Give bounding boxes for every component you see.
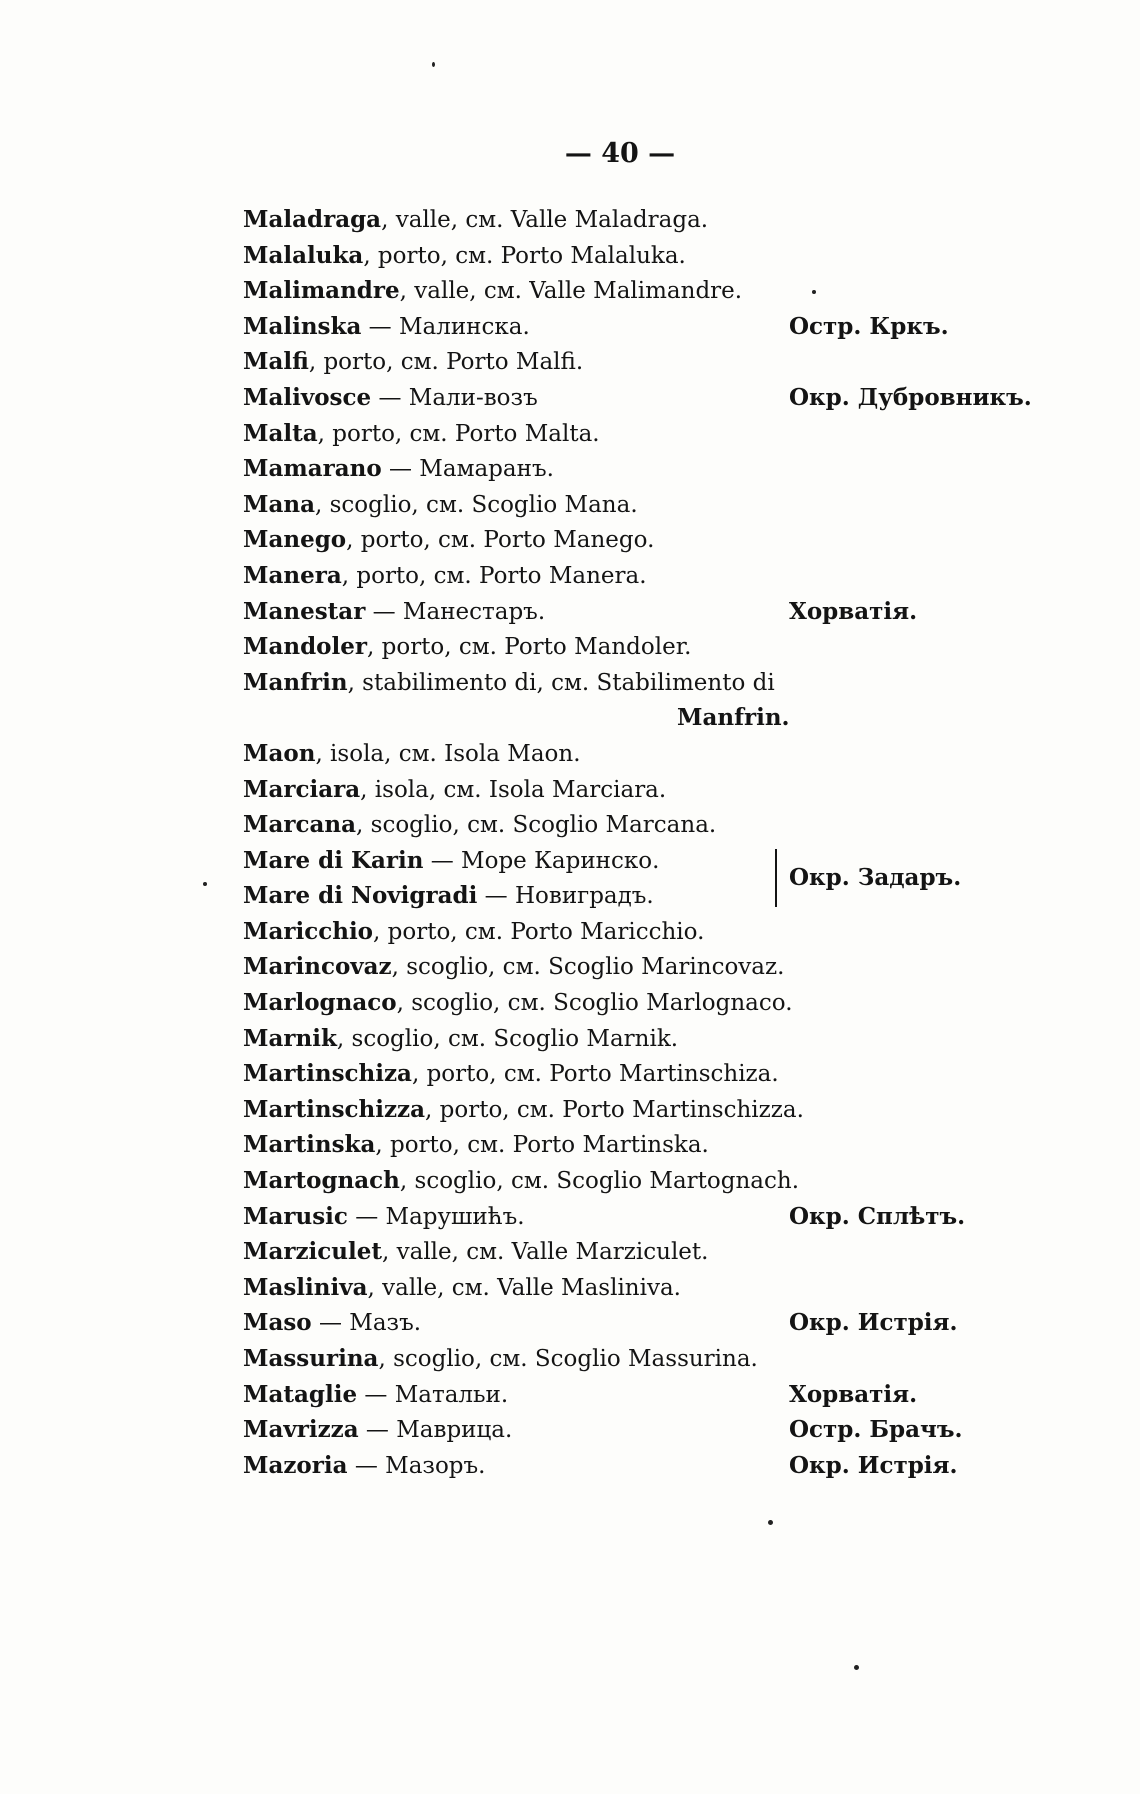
entry-headword: Malta xyxy=(243,419,318,447)
entry-row xyxy=(243,1341,1123,1377)
entry-text: , valle, см. Valle Masliniva. xyxy=(367,1274,681,1301)
entry-row xyxy=(243,238,1123,274)
entry-row xyxy=(243,1234,1123,1270)
entry-text: — Малинска. xyxy=(361,313,530,340)
print-speck xyxy=(812,290,816,294)
entry-row xyxy=(243,416,1123,452)
entry-headword: Malaluka xyxy=(243,241,364,269)
entry-region: Остр. Кркъ. xyxy=(789,312,949,340)
entry-headword: Mare di Novigradi xyxy=(243,882,478,910)
entry-text: — Матальи. xyxy=(357,1381,509,1408)
entry-row xyxy=(243,1377,1123,1413)
entry-text: , porto, см. Porto Maricchio. xyxy=(373,918,705,945)
entry-row xyxy=(243,843,1123,879)
entry-headword: Manfrin xyxy=(243,668,348,696)
entry-continuation: Manfrin. xyxy=(677,704,790,732)
entry-row xyxy=(243,487,1123,523)
entry-row xyxy=(243,522,1123,558)
entry-text: , porto, см. Porto Mandoler. xyxy=(367,634,692,661)
entry-text: , isola, см. Isola Marciara. xyxy=(360,776,667,803)
gazetteer-entries xyxy=(243,202,1123,1483)
entry-text: , stabilimento di, см. Stabilimento di xyxy=(347,669,775,696)
entry-headword: Masliniva xyxy=(243,1273,368,1301)
entry-headword: Mazoria xyxy=(243,1451,348,1479)
entry-row xyxy=(243,665,1123,736)
entry-row xyxy=(243,949,1123,985)
entry-headword: Manestar xyxy=(243,597,366,625)
entry-text: , valle, см. Valle Marziculet. xyxy=(382,1239,709,1266)
entry-region: Остр. Брачъ. xyxy=(789,1416,963,1444)
entry-row xyxy=(243,1305,1123,1341)
entry-headword: Martinska xyxy=(243,1131,376,1159)
entry-row xyxy=(243,344,1123,380)
entry-headword: Malivosce xyxy=(243,383,372,411)
entry-headword: Marusic xyxy=(243,1202,348,1230)
entry-row xyxy=(243,558,1123,594)
entry-headword: Massurina xyxy=(243,1345,379,1372)
entry-row xyxy=(243,1056,1123,1092)
entry-headword: Marziculet xyxy=(243,1238,382,1266)
entry-row xyxy=(243,1199,1123,1235)
entry-text: — Мамаранъ. xyxy=(381,456,554,483)
entry-headword: Maladraga xyxy=(243,206,382,233)
entry-headword: Marincovaz xyxy=(243,953,392,981)
entry-headword: Marciara xyxy=(243,775,361,803)
entry-headword: Marnik xyxy=(243,1024,337,1052)
entry-region: Окр. Дубровникъ. xyxy=(789,383,1032,411)
entry-region: Хорватія. xyxy=(789,597,918,625)
entry-region: Окр. Задаръ. xyxy=(789,863,962,891)
entry-headword: Marcana xyxy=(243,811,357,839)
entry-text: , scoglio, см. Scoglio Marnik. xyxy=(336,1025,679,1052)
entry-row xyxy=(243,594,1123,630)
print-speck xyxy=(203,882,207,886)
entry-text: , scoglio, см. Scoglio Massurina. xyxy=(378,1346,758,1372)
entry-headword: Martognach xyxy=(243,1167,400,1195)
entry-headword: Mare di Karin xyxy=(243,846,424,874)
entry-row xyxy=(243,451,1123,487)
entry-row xyxy=(243,914,1123,950)
entry-row xyxy=(243,1270,1123,1306)
entry-row xyxy=(243,1092,1123,1128)
entry-text: , porto, см. Porto Malfi. xyxy=(308,349,584,376)
entry-headword: Malinska xyxy=(243,312,362,340)
entry-text: , scoglio, см. Scoglio Martognach. xyxy=(399,1168,800,1195)
entry-text: , porto, см. Porto Manera. xyxy=(341,562,647,589)
entry-text: , scoglio, см. Scoglio Marincovaz. xyxy=(391,954,785,981)
entry-text: , isola, см. Isola Maon. xyxy=(315,740,581,767)
entry-headword: Malimandre xyxy=(243,277,400,305)
page-number: — 40 — xyxy=(564,138,676,169)
entry-headword: Martinschizza xyxy=(243,1095,426,1123)
entry-headword: Manego xyxy=(243,526,347,554)
entry-headword: Maon xyxy=(243,739,316,767)
entry-text: , porto, см. Porto Manego. xyxy=(346,527,655,554)
entry-headword: Mamarano xyxy=(243,455,382,483)
entry-region: Окр. Истрія. xyxy=(789,1451,958,1479)
entry-headword: Mataglie xyxy=(243,1380,358,1408)
entry-headword: Maso xyxy=(243,1309,312,1337)
entry-text: — Мали-возъ xyxy=(371,384,538,411)
entry-headword: Manera xyxy=(243,561,342,589)
entry-text: — Марушићъ. xyxy=(347,1203,525,1230)
entry-headword: Mandoler xyxy=(243,633,367,661)
entry-headword: Mavrizza xyxy=(243,1416,359,1444)
entry-row xyxy=(243,380,1123,416)
entry-row xyxy=(243,629,1123,665)
entry-row xyxy=(243,772,1123,808)
print-speck xyxy=(854,1665,859,1670)
entry-text: , porto, см. Porto Martinschiza. xyxy=(411,1061,779,1088)
entry-row xyxy=(243,878,1123,914)
entry-headword: Martinschiza xyxy=(243,1060,412,1088)
entry-text: , porto, см. Porto Malta. xyxy=(317,420,600,447)
entry-text: , scoglio, см. Scoglio Mana. xyxy=(315,491,638,518)
entry-row xyxy=(243,309,1123,345)
entry-region: Хорватія. xyxy=(789,1380,918,1408)
entry-text: , valle, см. Valle Maladraga. xyxy=(381,207,709,233)
entry-row xyxy=(243,985,1123,1021)
entry-headword: Maricchio xyxy=(243,917,374,945)
entry-row xyxy=(243,736,1123,772)
entry-row xyxy=(243,1127,1123,1163)
entry-row xyxy=(243,1448,1123,1484)
entry-row xyxy=(243,202,1123,238)
entry-text: — Мазоръ. xyxy=(347,1452,486,1479)
entry-row xyxy=(243,273,1123,309)
entry-text: , porto, см. Porto Martinschizza. xyxy=(425,1096,804,1123)
brace-entry-group xyxy=(243,843,1123,914)
entry-row xyxy=(243,1412,1123,1448)
entry-row xyxy=(243,807,1123,843)
entry-row xyxy=(243,1163,1123,1199)
entry-text: — Маврица. xyxy=(358,1417,513,1444)
entry-text: — Мазъ. xyxy=(311,1310,422,1337)
entry-headword: Mana xyxy=(243,490,315,518)
entry-text: , scoglio, см. Scoglio Marcana. xyxy=(356,812,717,839)
brace-mark xyxy=(775,849,787,907)
entry-text: , scoglio, см. Scoglio Marlognaco. xyxy=(396,990,793,1017)
entry-headword: Malfi xyxy=(243,348,309,376)
print-speck xyxy=(432,62,435,67)
print-speck xyxy=(768,1520,773,1525)
entry-text: — Манестаръ. xyxy=(365,598,546,625)
entry-row xyxy=(243,1021,1123,1057)
entry-text: — Новиградъ. xyxy=(477,883,654,910)
entry-text: , porto, см. Porto Malaluka. xyxy=(363,242,686,269)
entry-text: , porto, см. Porto Martinska. xyxy=(375,1132,709,1159)
entry-headword: Marlognaco xyxy=(243,989,397,1017)
entry-region: Окр. Сплѣтъ. xyxy=(789,1202,966,1230)
entry-text: — Море Каринско. xyxy=(423,847,660,874)
entry-region: Окр. Истрія. xyxy=(789,1309,958,1337)
entry-text: , valle, см. Valle Malimandre. xyxy=(399,278,743,305)
